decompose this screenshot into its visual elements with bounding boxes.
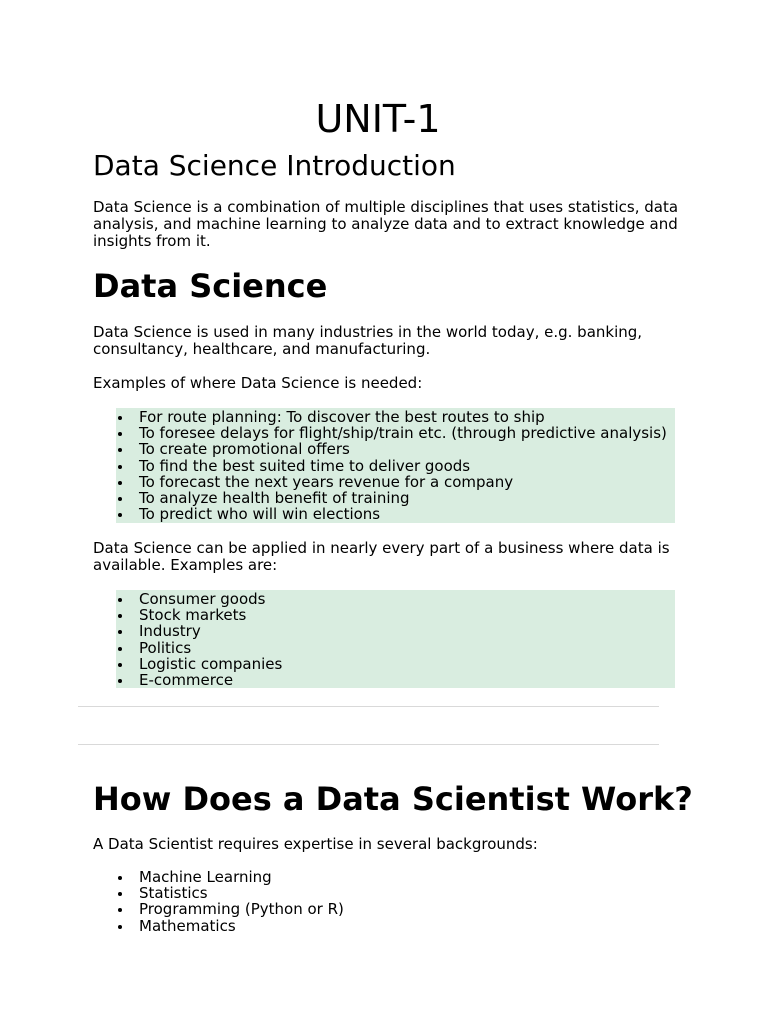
list-item: To predict who will win elections [139, 506, 675, 522]
divider [78, 744, 659, 745]
list-item: Logistic companies [139, 656, 675, 672]
list-item: E-commerce [139, 672, 675, 688]
examples-intro: Examples of where Data Science is needed: [93, 374, 423, 392]
list-item: Machine Learning [139, 869, 675, 885]
list-item: Politics [139, 640, 675, 656]
list-item: To foresee delays for flight/ship/train etc. (through predictive analysis) [139, 425, 675, 441]
data-science-paragraph: Data Science is used in many industries in the world today, e.g. banking, consultancy, healthcare, and manufacturing. [93, 323, 643, 358]
list-item: To analyze health benefit of training [139, 490, 675, 506]
scientist-intro: A Data Scientist requires expertise in several backgrounds: [93, 835, 538, 853]
list-item: Stock markets [139, 607, 675, 623]
scientist-heading: How Does a Data Scientist Work? [93, 780, 693, 818]
list-item: For route planning: To discover the best routes to ship [139, 409, 675, 425]
unit-title: UNIT-1 [315, 97, 441, 141]
list-item: To create promotional offers [139, 441, 675, 457]
list-item: Statistics [139, 885, 675, 901]
list-item: Programming (Python or R) [139, 901, 675, 917]
list-item: To find the best suited time to deliver goods [139, 458, 675, 474]
applied-list [116, 590, 675, 688]
divider [78, 706, 659, 707]
intro-paragraph: Data Science is a combination of multiple disciplines that uses statistics, data analysis, and machine learning to analyze data and to extract knowledge and insights from it. [93, 198, 679, 250]
skills-list [116, 869, 675, 935]
applied-intro: Data Science can be applied in nearly every part of a business where data is available. Examples are: [93, 539, 670, 574]
list-item: Consumer goods [139, 591, 675, 607]
list-item: To forecast the next years revenue for a company [139, 474, 675, 490]
list-item: Mathematics [139, 918, 675, 934]
examples-list [116, 408, 675, 523]
list-item: Industry [139, 623, 675, 639]
data-science-heading: Data Science [93, 267, 328, 305]
intro-heading: Data Science Introduction [93, 149, 456, 182]
